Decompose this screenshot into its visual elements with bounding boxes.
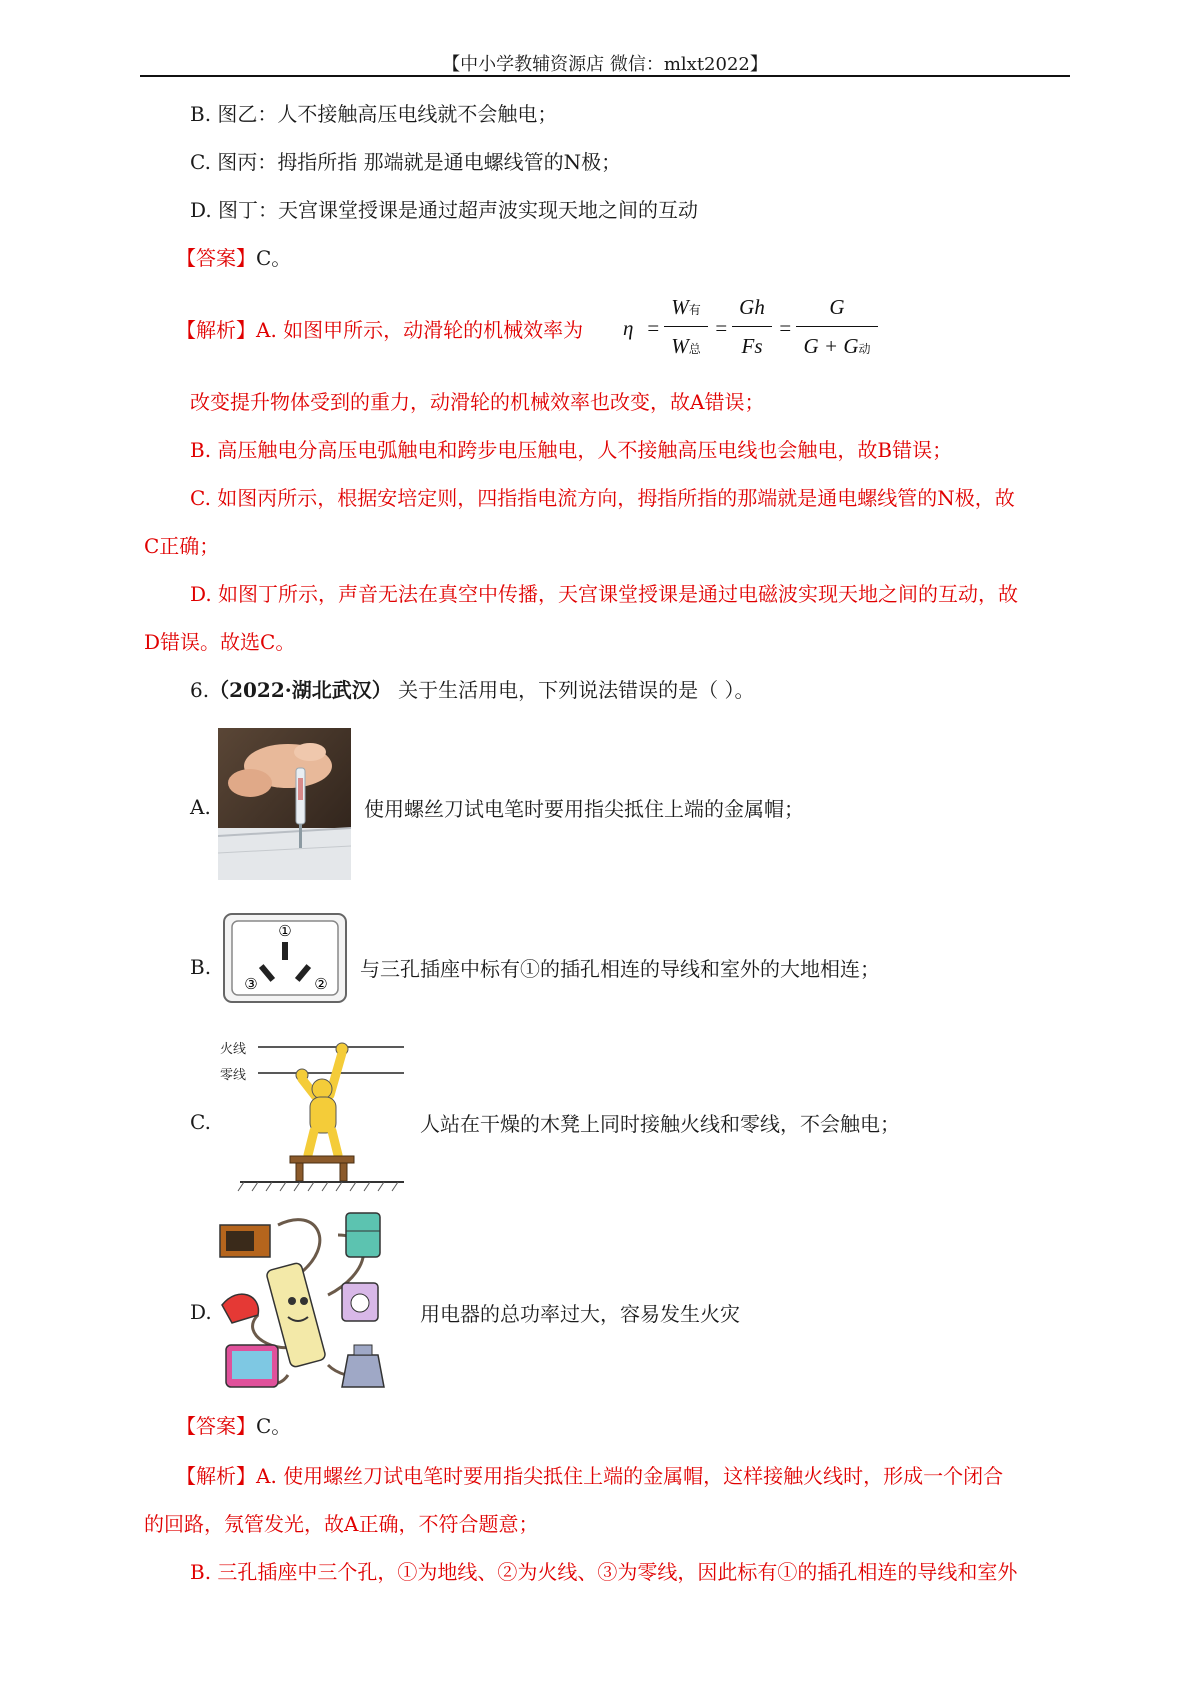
overloaded-power-strip-cartoon [218,1205,414,1397]
answer-tag: 【答案】 [176,246,256,270]
denominator-w-zong: W总 [671,334,701,358]
option-a-label: A. [190,795,211,819]
q6-analysis-line-3: B. 三孔插座中三个孔，①为地线、②为火线、③为零线，因此标有①的插孔相连的导线和室外 [190,1560,1018,1584]
analysis-tag: 【解析】 [176,318,256,342]
analysis-line-2: B. 高压触电分高压电弧触电和跨步电压触电，人不接触高压电线也会触电，故B错误； [190,438,953,462]
q6-analysis-tag: 【解析】 [176,1464,256,1488]
q6-answer-value: C。 [256,1414,292,1438]
equals-2: = [714,316,729,340]
q6-analysis-line-1 [176,1462,1003,1490]
header-divider [140,75,1070,77]
test-pen-photo [218,728,351,880]
equals-3: = [778,316,793,340]
option-b-text: 与三孔插座中标有①的插孔相连的导线和室外的大地相连； [360,957,880,981]
analysis-line-4: C正确； [144,534,220,558]
prev-option-c: C. 图丙：拇指所指 那端就是通电螺线管的N极； [190,150,622,174]
frac-bar-3 [796,326,878,327]
answer-value: C。 [256,246,292,270]
frac-bar-2 [732,326,772,327]
option-b-label: B. [190,955,212,979]
equals-1: = [646,316,661,340]
question-6-stem [190,676,754,704]
q6-analysis-line-2: 的回路，氖管发光，故A正确，不符合题意； [144,1512,539,1536]
prev-option-d: D. 图丁：天宫课堂授课是通过超声波实现天地之间的互动 [190,198,699,222]
three-hole-socket-diagram [222,912,348,1004]
q6-answer-tag: 【答案】 [176,1414,256,1438]
denominator-g-plus-gdong: G + G动 [803,334,871,358]
option-c-text: 人站在干燥的木凳上同时接触火线和零线，不会触电； [420,1112,900,1136]
denominator-fs: Fs [741,334,763,358]
eta-symbol: η [623,316,634,340]
prev-analysis-a [176,316,583,344]
question-number: 6. [190,678,210,702]
frac-bar-1 [664,326,708,327]
question-source: （2022·湖北武汉） [209,678,392,702]
analysis-line-6: D错误。故选C。 [144,630,296,654]
page-header: 【中小学教辅资源店 微信：mlxt2022】 [442,54,768,75]
analysis-line-3: C. 如图丙所示，根据安培定则，四指指电流方向，拇指所指的那端就是通电螺线管的N极，故 [190,486,1015,510]
question-text: 关于生活用电，下列说法错误的是（ ）。 [398,678,755,702]
live-wire-label: 火线 [220,1042,247,1057]
option-c-label: C. [190,1110,211,1134]
q6-analysis-text-1: A. 使用螺丝刀试电笔时要用指尖抵住上端的金属帽，这样接触火线时，形成一个闭合 [256,1464,1004,1488]
prev-answer [176,244,291,272]
analysis-line-1: 改变提升物体受到的重力，动滑轮的机械效率也改变，故A错误； [190,390,765,414]
numerator-g: G [829,295,845,319]
question-6-answer [176,1412,291,1440]
numerator-gh: Gh [739,295,765,319]
prev-option-b: B. 图乙：人不接触高压电线就不会触电； [190,102,558,126]
numerator-w-you: W有 [671,295,701,319]
option-d-text: 用电器的总功率过大，容易发生火灾 [420,1302,740,1326]
analysis-a-text: A. 如图甲所示，动滑轮的机械效率为 [256,318,584,342]
socket-mark-2: ② [314,975,328,993]
socket-mark-3: ③ [244,975,258,993]
neutral-wire-label: 零线 [220,1068,247,1083]
option-d-label: D. [190,1300,212,1324]
person-on-stool-diagram [218,1035,408,1195]
analysis-line-5: D. 如图丁所示，声音无法在真空中传播，天宫课堂授课是通过电磁波实现天地之间的互动，故 [190,582,1019,606]
option-a-text: 使用螺丝刀试电笔时要用指尖抵住上端的金属帽； [364,797,804,821]
socket-mark-1: ① [278,922,292,940]
